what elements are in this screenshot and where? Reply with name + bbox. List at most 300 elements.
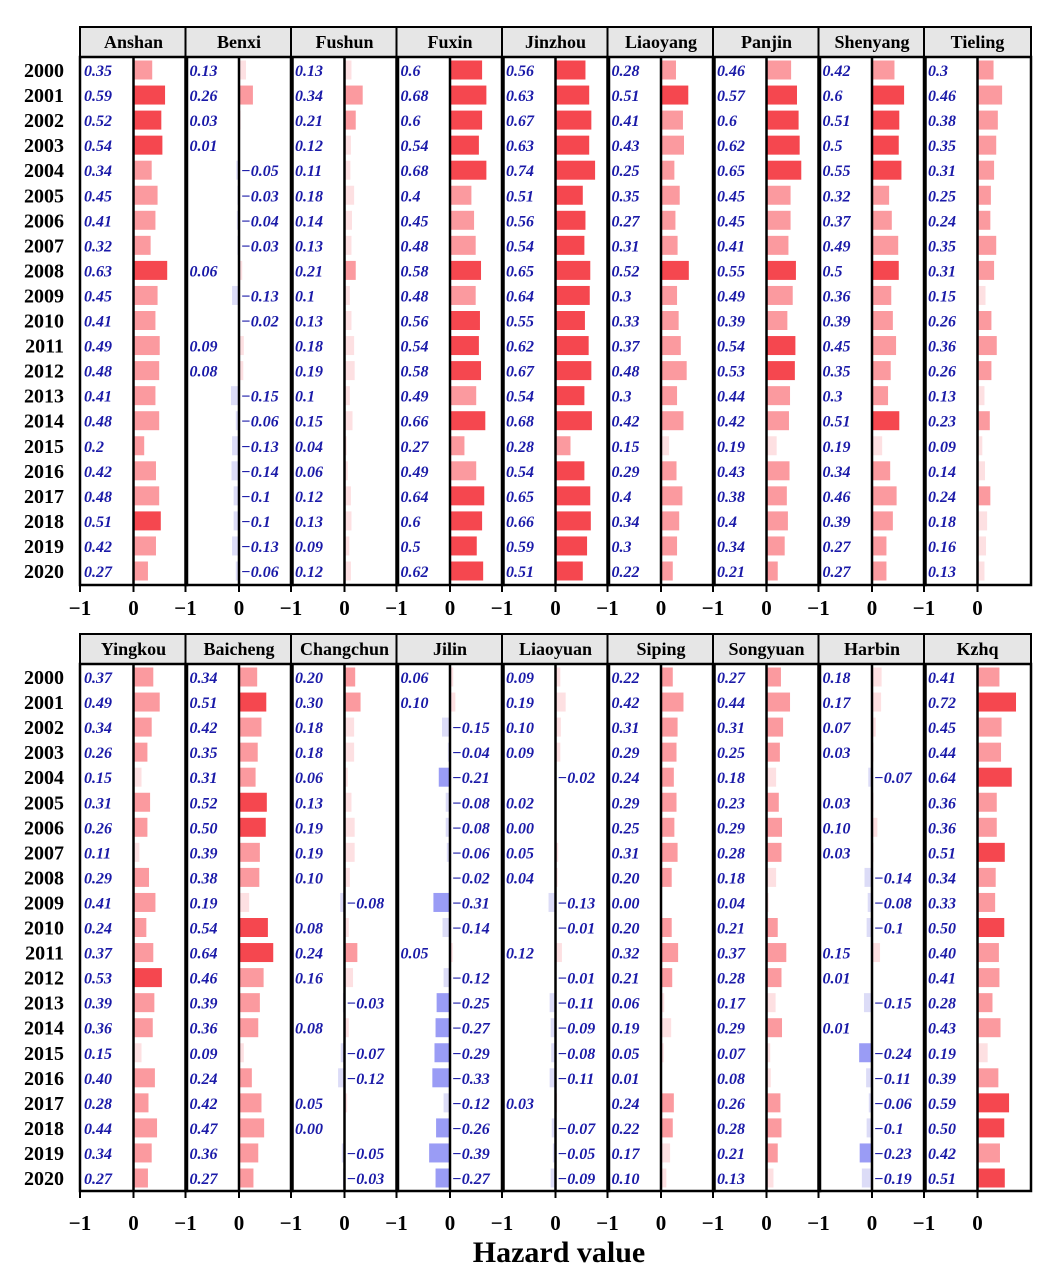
value-label: 0.28 bbox=[506, 438, 534, 456]
data-bar bbox=[767, 161, 802, 180]
value-label: 0.48 bbox=[84, 488, 112, 506]
data-bar bbox=[767, 286, 793, 305]
value-label: 0.40 bbox=[84, 1070, 112, 1088]
value-label: 0.39 bbox=[928, 1070, 956, 1088]
year-label: 2003 bbox=[24, 742, 64, 765]
data-bar bbox=[450, 436, 464, 455]
data-bar bbox=[134, 236, 151, 255]
data-bar bbox=[134, 261, 168, 280]
value-label: 0.36 bbox=[928, 338, 956, 356]
year-label: 2013 bbox=[24, 992, 64, 1015]
data-bar bbox=[436, 1118, 450, 1137]
value-label: 0.21 bbox=[295, 263, 323, 281]
value-label: 0.29 bbox=[717, 1020, 745, 1038]
data-bar bbox=[872, 668, 882, 687]
value-label: −0.21 bbox=[452, 770, 490, 788]
year-label: 2020 bbox=[24, 1168, 64, 1190]
data-bar bbox=[978, 211, 991, 230]
data-bar bbox=[872, 693, 881, 712]
data-bar bbox=[556, 236, 585, 255]
value-label: 0.32 bbox=[84, 238, 112, 256]
year-label: 2001 bbox=[24, 692, 64, 715]
value-label: 0.21 bbox=[717, 920, 745, 938]
value-label: 0.42 bbox=[189, 720, 218, 738]
year-label: 2008 bbox=[24, 260, 64, 283]
value-label: 0.37 bbox=[611, 338, 640, 356]
value-label: −0.1 bbox=[874, 1120, 904, 1138]
value-label: 0.54 bbox=[84, 138, 112, 156]
value-label: 0.62 bbox=[506, 338, 534, 356]
x-tick-label: −1 bbox=[701, 1211, 725, 1235]
panel-title: Changchun bbox=[299, 639, 390, 659]
data-bar bbox=[767, 136, 800, 155]
year-label: 2014 bbox=[24, 410, 64, 433]
data-bar bbox=[239, 743, 258, 762]
value-label: 0.34 bbox=[84, 720, 112, 738]
value-label: 0.29 bbox=[717, 820, 745, 838]
value-label: 0.44 bbox=[928, 745, 956, 763]
value-label: 0.51 bbox=[822, 413, 851, 431]
data-bar bbox=[556, 486, 591, 505]
x-tick-label: −1 bbox=[174, 1211, 197, 1235]
value-label: 0.55 bbox=[506, 313, 534, 331]
data-bar bbox=[767, 311, 788, 330]
value-label: 0.32 bbox=[822, 188, 851, 206]
value-label: 0.49 bbox=[400, 463, 429, 481]
year-label: 2009 bbox=[24, 285, 64, 308]
data-bar bbox=[767, 768, 777, 787]
value-label: 0.26 bbox=[717, 1095, 745, 1113]
data-bar bbox=[767, 1093, 781, 1112]
year-label: 2018 bbox=[24, 510, 64, 533]
value-label: −0.13 bbox=[241, 438, 279, 456]
year-label: 2006 bbox=[24, 210, 64, 233]
data-bar bbox=[134, 61, 153, 80]
value-label: −0.02 bbox=[241, 313, 279, 331]
value-label: 0.13 bbox=[717, 1171, 745, 1188]
value-label: 0.10 bbox=[295, 870, 323, 888]
data-bar bbox=[661, 486, 682, 505]
value-label: 0.12 bbox=[295, 564, 323, 581]
value-label: −0.19 bbox=[874, 1171, 912, 1188]
data-bar bbox=[450, 236, 476, 255]
value-label: 0.47 bbox=[189, 1120, 218, 1138]
value-label: 0.35 bbox=[822, 363, 851, 381]
value-label: −0.14 bbox=[874, 870, 912, 888]
value-label: 0.42 bbox=[189, 1095, 218, 1113]
data-bar bbox=[345, 668, 356, 687]
value-label: −0.08 bbox=[452, 820, 490, 838]
year-label: 2017 bbox=[24, 1092, 64, 1115]
data-bar bbox=[134, 161, 152, 180]
data-bar bbox=[556, 461, 585, 480]
value-label: 0.35 bbox=[928, 138, 956, 156]
data-bar bbox=[767, 436, 777, 455]
year-label: 2010 bbox=[24, 917, 64, 940]
value-label: 0.31 bbox=[611, 720, 640, 738]
value-label: 0.41 bbox=[84, 213, 112, 231]
chart-panel bbox=[913, 27, 1031, 620]
chart-panel bbox=[596, 27, 714, 620]
data-bar bbox=[767, 536, 785, 555]
data-bar bbox=[767, 411, 789, 430]
data-bar bbox=[556, 536, 588, 555]
value-label: 0.28 bbox=[928, 995, 956, 1013]
chart-panel-group bbox=[24, 27, 1031, 620]
data-bar bbox=[450, 111, 482, 130]
value-label: 0.03 bbox=[822, 845, 851, 863]
data-bar bbox=[134, 211, 156, 230]
value-label: 0.27 bbox=[189, 1171, 218, 1188]
value-label: 0.38 bbox=[717, 488, 745, 506]
panel-title: Jinzhou bbox=[524, 32, 587, 52]
value-label: 0.27 bbox=[717, 670, 745, 687]
value-label: 0.52 bbox=[84, 113, 112, 131]
value-label: −0.11 bbox=[874, 1070, 911, 1088]
value-label: −0.08 bbox=[452, 795, 490, 813]
value-label: 0.51 bbox=[928, 1171, 956, 1188]
data-bar bbox=[767, 111, 799, 130]
data-bar bbox=[978, 943, 999, 962]
value-label: 0.38 bbox=[928, 113, 956, 131]
value-label: −0.27 bbox=[452, 1020, 490, 1038]
data-bar bbox=[978, 1093, 1010, 1112]
data-bar bbox=[978, 86, 1003, 105]
value-label: 0.41 bbox=[611, 113, 640, 131]
value-label: 0.64 bbox=[506, 288, 534, 306]
value-label: 0.00 bbox=[295, 1120, 323, 1138]
x-tick-label: 0 bbox=[444, 1211, 456, 1235]
data-bar bbox=[450, 161, 486, 180]
value-label: −0.03 bbox=[241, 238, 279, 256]
value-label: 0.34 bbox=[84, 1145, 112, 1163]
value-label: 0.31 bbox=[189, 770, 218, 788]
value-label: 0.09 bbox=[295, 538, 323, 556]
data-bar bbox=[134, 86, 166, 105]
value-label: 0.66 bbox=[400, 413, 429, 431]
x-tick-label: 0 bbox=[128, 1211, 139, 1235]
x-tick-label: −1 bbox=[385, 1211, 408, 1235]
data-bar bbox=[134, 461, 156, 480]
data-bar bbox=[978, 1169, 1005, 1188]
value-label: 0.53 bbox=[717, 363, 745, 381]
value-label: 0.40 bbox=[928, 945, 956, 963]
value-label: 0.52 bbox=[611, 263, 640, 281]
value-label: 0.36 bbox=[189, 1020, 218, 1038]
data-bar bbox=[661, 536, 677, 555]
data-bar bbox=[767, 843, 782, 862]
year-label: 2004 bbox=[24, 160, 64, 183]
value-label: 0.13 bbox=[189, 63, 218, 80]
value-label: 0.5 bbox=[822, 263, 843, 281]
value-label: −0.1 bbox=[241, 513, 271, 531]
data-bar bbox=[872, 562, 886, 581]
value-label: 0.19 bbox=[506, 695, 534, 713]
data-bar bbox=[432, 1068, 450, 1087]
value-label: 0.04 bbox=[506, 870, 534, 888]
data-bar bbox=[345, 743, 355, 762]
value-label: 0.64 bbox=[400, 488, 429, 506]
value-label: 0.20 bbox=[611, 920, 640, 938]
data-bar bbox=[556, 511, 591, 530]
data-bar bbox=[239, 1018, 258, 1037]
data-bar bbox=[556, 411, 592, 430]
value-label: −0.09 bbox=[557, 1020, 596, 1038]
data-bar bbox=[134, 968, 162, 987]
data-bar bbox=[872, 336, 896, 355]
data-bar bbox=[436, 1018, 450, 1037]
value-label: 0.46 bbox=[928, 88, 956, 106]
data-bar bbox=[345, 336, 355, 355]
value-label: 0.12 bbox=[506, 945, 534, 963]
value-label: 0.51 bbox=[189, 695, 218, 713]
value-label: −0.14 bbox=[452, 920, 490, 938]
value-label: 0.09 bbox=[506, 670, 534, 687]
value-label: 0.07 bbox=[822, 720, 851, 738]
data-bar bbox=[767, 361, 795, 380]
data-bar bbox=[978, 511, 988, 530]
year-label: 2011 bbox=[25, 335, 64, 358]
data-bar bbox=[978, 1043, 988, 1062]
x-tick-label: 0 bbox=[339, 596, 350, 620]
value-label: 0.3 bbox=[822, 388, 843, 406]
value-label: 0.15 bbox=[295, 413, 323, 431]
data-bar bbox=[978, 136, 997, 155]
value-label: −0.25 bbox=[452, 995, 490, 1013]
value-label: 0.13 bbox=[928, 564, 956, 581]
value-label: 0.33 bbox=[928, 895, 956, 913]
data-bar bbox=[134, 1068, 155, 1087]
data-bar bbox=[978, 361, 992, 380]
chart-panel bbox=[280, 634, 398, 1235]
data-bar bbox=[134, 386, 156, 405]
data-bar bbox=[556, 86, 590, 105]
value-label: 0.48 bbox=[84, 363, 112, 381]
data-bar bbox=[134, 818, 148, 837]
value-label: 0.41 bbox=[717, 238, 745, 256]
value-label: 0.39 bbox=[822, 313, 851, 331]
data-bar bbox=[978, 868, 996, 887]
data-bar bbox=[661, 311, 679, 330]
data-bar bbox=[661, 1093, 674, 1112]
value-label: 0.67 bbox=[506, 363, 534, 381]
value-label: 0.48 bbox=[84, 413, 112, 431]
data-bar bbox=[767, 562, 778, 581]
value-label: 0.63 bbox=[506, 138, 534, 156]
data-bar bbox=[450, 261, 481, 280]
data-bar bbox=[239, 668, 257, 687]
value-label: 0.15 bbox=[822, 945, 851, 963]
value-label: −0.07 bbox=[557, 1120, 596, 1138]
data-bar bbox=[767, 236, 789, 255]
value-label: −0.39 bbox=[452, 1145, 490, 1163]
value-label: 0.22 bbox=[611, 1120, 640, 1138]
data-bar bbox=[767, 918, 778, 937]
data-bar bbox=[345, 843, 355, 862]
data-bar bbox=[661, 411, 683, 430]
value-label: 0.3 bbox=[611, 388, 632, 406]
value-label: 0.54 bbox=[400, 338, 429, 356]
x-tick-label: 0 bbox=[444, 596, 456, 620]
year-label: 2018 bbox=[24, 1117, 64, 1140]
data-bar bbox=[661, 943, 678, 962]
value-label: −0.15 bbox=[874, 995, 912, 1013]
value-label: 0.56 bbox=[400, 313, 429, 331]
value-label: 0.58 bbox=[400, 363, 429, 381]
year-label: 2003 bbox=[24, 135, 64, 158]
value-label: 0.28 bbox=[717, 845, 745, 863]
value-label: 0.03 bbox=[189, 113, 218, 131]
year-label: 2005 bbox=[24, 792, 64, 815]
value-label: −0.26 bbox=[452, 1120, 490, 1138]
value-label: 0.22 bbox=[611, 670, 640, 687]
data-bar bbox=[556, 211, 586, 230]
value-label: −0.05 bbox=[241, 163, 279, 181]
value-label: 0.22 bbox=[611, 564, 640, 581]
data-bar bbox=[450, 186, 471, 205]
value-label: 0.34 bbox=[822, 463, 851, 481]
value-label: −0.03 bbox=[241, 188, 279, 206]
chart-panel bbox=[702, 634, 820, 1235]
value-label: 0.19 bbox=[611, 1020, 640, 1038]
value-label: 0.57 bbox=[717, 88, 745, 106]
value-label: 0.56 bbox=[506, 213, 534, 231]
x-tick-label: −1 bbox=[807, 596, 830, 620]
panel-title: Liaoyang bbox=[624, 32, 698, 52]
data-bar bbox=[450, 211, 474, 230]
data-bar bbox=[978, 893, 996, 912]
data-bar bbox=[134, 562, 148, 581]
value-label: 0.48 bbox=[611, 363, 640, 381]
value-label: 0.24 bbox=[611, 770, 640, 788]
value-label: 0.06 bbox=[611, 995, 640, 1013]
data-bar bbox=[239, 86, 253, 105]
value-label: 0.46 bbox=[717, 63, 745, 80]
data-bar bbox=[134, 336, 160, 355]
value-label: 0.08 bbox=[295, 1020, 323, 1038]
data-bar bbox=[872, 311, 893, 330]
value-label: 0.68 bbox=[400, 163, 429, 181]
data-bar bbox=[661, 61, 676, 80]
data-bar bbox=[767, 743, 780, 762]
value-label: 0.50 bbox=[928, 1120, 956, 1138]
value-label: 0.52 bbox=[189, 795, 218, 813]
value-label: 0.14 bbox=[295, 213, 323, 231]
data-bar bbox=[345, 718, 355, 737]
year-label: 2015 bbox=[24, 1042, 64, 1065]
chart-panel bbox=[174, 27, 292, 620]
value-label: 0.42 bbox=[822, 63, 851, 80]
value-label: 0.4 bbox=[400, 188, 421, 206]
value-label: 0.25 bbox=[611, 820, 640, 838]
data-bar bbox=[767, 336, 796, 355]
value-label: 0.10 bbox=[611, 1171, 640, 1188]
value-label: 0.24 bbox=[928, 213, 956, 231]
data-bar bbox=[872, 411, 899, 430]
x-tick-label: 0 bbox=[866, 596, 878, 620]
data-bar bbox=[767, 868, 777, 887]
year-label: 2007 bbox=[24, 842, 64, 865]
value-label: 0.27 bbox=[400, 438, 429, 456]
data-bar bbox=[872, 111, 899, 130]
value-label: 0.50 bbox=[189, 820, 218, 838]
year-label: 2019 bbox=[24, 1142, 64, 1165]
value-label: 0.35 bbox=[611, 188, 640, 206]
value-label: 0.17 bbox=[717, 995, 745, 1013]
value-label: 0.31 bbox=[84, 795, 112, 813]
value-label: 0.63 bbox=[506, 88, 534, 106]
value-label: 0.30 bbox=[295, 695, 323, 713]
data-bar bbox=[661, 818, 674, 837]
value-label: 0.43 bbox=[611, 138, 640, 156]
panel-title: Harbin bbox=[843, 639, 901, 659]
value-label: 0.21 bbox=[295, 113, 323, 131]
value-label: 0.09 bbox=[189, 338, 218, 356]
chart-panel bbox=[596, 634, 714, 1235]
value-label: 0.18 bbox=[717, 770, 745, 788]
data-bar bbox=[872, 536, 886, 555]
data-bar bbox=[556, 311, 585, 330]
x-tick-label: −1 bbox=[68, 596, 92, 620]
value-label: 0.31 bbox=[611, 845, 640, 863]
value-label: 0.35 bbox=[84, 63, 112, 80]
data-bar bbox=[872, 436, 882, 455]
value-label: 0.41 bbox=[84, 313, 112, 331]
value-label: 0.15 bbox=[84, 1045, 112, 1063]
data-bar bbox=[134, 311, 156, 330]
data-bar bbox=[767, 668, 781, 687]
value-label: 0.37 bbox=[84, 670, 112, 687]
value-label: 0.54 bbox=[400, 138, 429, 156]
value-label: 0.00 bbox=[506, 820, 534, 838]
data-bar bbox=[661, 793, 677, 812]
year-label: 2002 bbox=[24, 717, 64, 740]
x-tick-label: −1 bbox=[174, 596, 197, 620]
value-label: 0.01 bbox=[189, 138, 218, 156]
value-label: 0.05 bbox=[400, 945, 429, 963]
value-label: 0.12 bbox=[295, 488, 323, 506]
value-label: −0.23 bbox=[874, 1145, 912, 1163]
value-label: 0.18 bbox=[717, 870, 745, 888]
value-label: 0.42 bbox=[611, 695, 640, 713]
value-label: 0.36 bbox=[928, 820, 956, 838]
value-label: 0.37 bbox=[822, 213, 851, 231]
value-label: 0.13 bbox=[295, 513, 323, 531]
value-label: 0.36 bbox=[822, 288, 851, 306]
data-bar bbox=[345, 943, 358, 962]
data-bar bbox=[239, 868, 259, 887]
value-label: 0.56 bbox=[506, 63, 534, 80]
value-label: 0.42 bbox=[611, 413, 640, 431]
data-bar bbox=[556, 562, 583, 581]
value-label: 0.00 bbox=[611, 895, 640, 913]
value-label: −0.02 bbox=[557, 770, 596, 788]
value-label: −0.04 bbox=[241, 213, 279, 231]
value-label: 0.67 bbox=[506, 113, 534, 131]
value-label: 0.4 bbox=[611, 488, 632, 506]
value-label: 0.45 bbox=[84, 188, 112, 206]
x-tick-label: 0 bbox=[233, 596, 245, 620]
value-label: −0.07 bbox=[874, 770, 912, 788]
data-bar bbox=[436, 1169, 450, 1188]
value-label: 0.45 bbox=[84, 288, 112, 306]
value-label: −0.05 bbox=[346, 1145, 385, 1163]
data-bar bbox=[872, 186, 889, 205]
x-tick-label: −1 bbox=[701, 596, 725, 620]
data-bar bbox=[556, 386, 585, 405]
value-label: 0.24 bbox=[84, 920, 112, 938]
data-bar bbox=[872, 461, 890, 480]
